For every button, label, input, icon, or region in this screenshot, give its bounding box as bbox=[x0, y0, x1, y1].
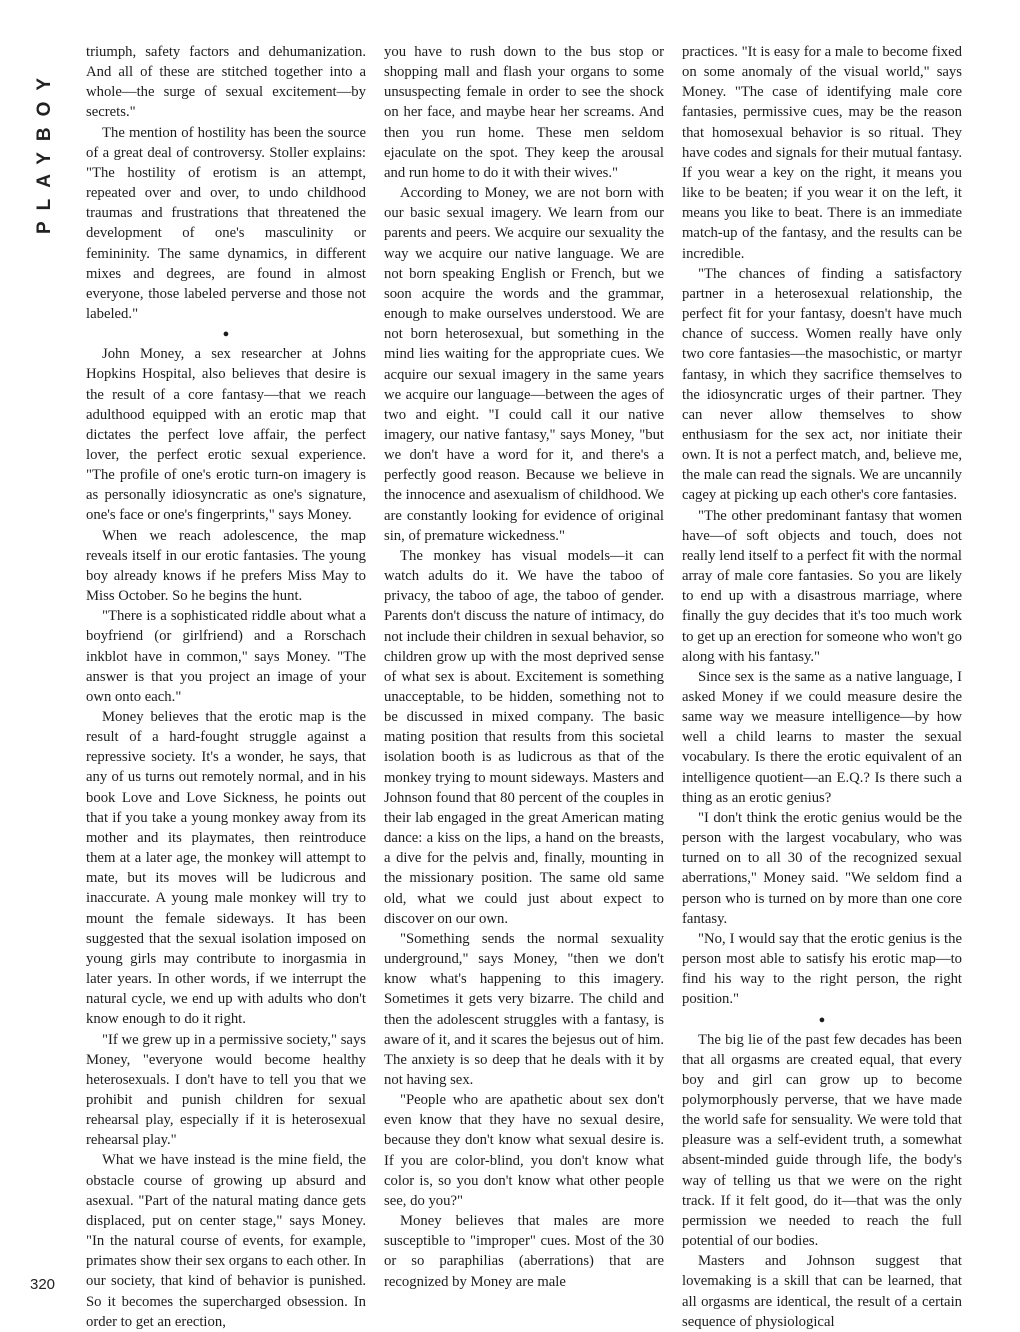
magazine-sidebar-logo bbox=[34, 44, 60, 234]
article-paragraph: According to Money, we are not born with our basic sexual imagery. We learn from our parents and peers. We acquire our sexuality the way we acquire our native language. We are not born speaking English or French, but we soon acquire the words and the grammar, enough to make ourselves understood. We are not born heterosexual, but something in the mind lies waiting for the appropriate cues. We acquire our sexual imagery in the same years we acquire our language—between the ages of two and eight. "I could call it our native imagery, our native fantasy," says Money, "but we don't have a word for it, and there's a perfectly good reason. Because we believe in the innocence and asexualism of childhood. We are constantly looking for evidence of original sin, of premature wickedness." bbox=[384, 185, 664, 544]
article-paragraph: "No, I would say that the erotic genius is the person most able to satisfy his erotic map—to find his way to the right person, the right position." bbox=[682, 930, 962, 1008]
article-paragraph: Since sex is the same as a native language, I asked Money if we could measure desire the same way we measure intelligence—by how well a child learns to master the sexual vocabulary. Is there the erotic equivalent of an intelligence quotient—an E.Q.? Is there such a thing as an erotic genius? bbox=[682, 668, 962, 806]
magazine-name: PLAYBOY bbox=[34, 66, 55, 234]
article-paragraph: The monkey has visual models—it can watch adults do it. We have the taboo of privacy, the taboo of age, the taboo of gender. Parents don't discuss the nature of intimacy, do not include their children in sexual behavior, so children grow up with the most deprived sense of what sex is about. Excitement is something unacceptable, to be hidden, something not to be discussed in mixed company. The basic mating position that results from this societal isolation booth is as ludicrous as that of the monkey trying to mount sideways. Masters and Johnson found that 80 percent of the couples in their lab engaged in the great American mating dance: a kiss on the lips, a hand on the breasts, a dive for the pelvis and, finally, mounting in the missionary position. The same old same old, what we could just about expect to discover on our own. bbox=[384, 547, 664, 927]
article-column-2 bbox=[384, 42, 664, 1292]
article-column-3 bbox=[682, 42, 962, 1332]
article-paragraph: "Something sends the normal sexuality underground," says Money, "then we don't know what's happening to this imagery. Sometimes it gets very bizarre. The child and then the adolescent struggles with a fantasy, is aware of it, and it scares the bejesus out of him. The anxiety is so deep that he deals with it by not having sex. bbox=[384, 930, 664, 1088]
article-paragraph: Masters and Johnson suggest that lovemaking is a skill that can be learned, that all orgasms are identical, the result of a certain sequence of physiological bbox=[682, 1253, 962, 1330]
article-paragraph: What we have instead is the mine field, the obstacle course of growing up absurd and asexual. "Part of the natural mating dance gets displaced, put on center stage," says Money. "In the natural course of events, for example, primates show their sex organs to each other. In our society, that kind of behavior is punished. So it becomes the supercharged obsession. In order to get an erection, bbox=[86, 1152, 366, 1330]
article-paragraph: "There is a sophisticated riddle about what a boyfriend (or girlfriend) and a Rorschach inkblot have in common," says Money. "The answer is that you project an image of your own onto each." bbox=[86, 608, 366, 705]
article-paragraph: you have to rush down to the bus stop or shopping mall and flash your organs to some unsuspecting female in order to see the shock on her face, and maybe hear her screams. And then you run home. These men seldom ejaculate on the spot. They keep the arousal and run home to do it with their wives." bbox=[384, 44, 664, 181]
section-break-bullet: ● bbox=[222, 328, 230, 341]
page-number: 320 bbox=[30, 1276, 56, 1293]
article-paragraph: "The other predominant fantasy that women have—of soft objects and touch, does not really lend itself to a perfect fit with the normal array of male core fantasies. So you are likely to end up with a disastrous marriage, where finally the guy decides that it's too much work to get up an erection for someone who won't go along with his fantasy." bbox=[682, 507, 962, 665]
article-paragraph: The big lie of the past few decades has been that all orgasms are created equal, that every boy and girl can grow up to become polymorphously perverse, that we have made the world safe for sensuality. We were told that pleasure was a self-evident truth, a somewhat absent-minded guide through life, the body's way of telling us that we were on the right track. If it felt good, do it—that was the only permission we needed to reach the full potential of our bodies. bbox=[682, 1031, 962, 1250]
article-paragraph: The mention of hostility has been the source of a great deal of controversy. Stoller explains: "The hostility of erotism is an attempt, repeated over and over, to undo childhood traumas and frustrations that threatened the development of one's masculinity or femininity. The same dynamics, in different mixes and degrees, are found in almost everyone, those labeled perverse and those not labeled." bbox=[86, 124, 366, 323]
article-paragraph: When we reach adolescence, the map reveals itself in our erotic fantasies. The young boy already knows if he prefers Miss May to Miss October. So he begins the hunt. bbox=[86, 527, 366, 605]
article-paragraph: "I don't think the erotic genius would be the person with the largest vocabulary, who was turned on to all 30 of the recognized sexual aberrations," Money said. "We seldom find a person who is turned on by more than one core fantasy. bbox=[682, 809, 962, 927]
article-paragraph: John Money, a sex researcher at Johns Hopkins Hospital, also believes that desire is the result of a core fantasy—that we reach adulthood equipped with an erotic map that dictates the perfect love affair, the perfect lover, the perfect erotic sexual experience. "The profile of one's erotic turn-on imagery is as personally idiosyncratic as one's signature, one's face or one's fingerprints," says Money. bbox=[86, 346, 366, 524]
article-paragraph: practices. "It is easy for a male to become fixed on some anomaly of the visual world," says Money. "The case of identifying male core fantasies, permissive cues, may be the reason that homosexual behavior is so ritual. They have codes and signals for their mutual fantasy. If you wear a key on the right, it means you like to be beaten; if you wear it on the left, it means you like to beat. There is an immediate match-up of the fantasy, and the results can be incredible. bbox=[682, 44, 962, 262]
article-paragraph: "The chances of finding a satisfactory partner in a heterosexual relationship, the perfect fit for your fantasy, doesn't have much chance of success. Women really have only two core fantasies—the masochistic, or martyr fantasy, in which they sacrifice themselves to the idiosyncratic urges of their partner. They can never allow themselves to show enthusiasm for the sex act, nor initiate their own. It is not a perfect match, and, believe me, the male can read the signals. We are uncannily cagey at picking up each other's core fantasies. bbox=[682, 265, 962, 504]
article-paragraph: "If we grew up in a permissive society," says Money, "everyone would become healthy heterosexuals. I don't have to tell you that we prohibit and punish children for sexual rehearsal play, especially if it is heterosexual rehearsal play." bbox=[86, 1031, 366, 1149]
article-paragraph: "People who are apathetic about sex don't even know that they have no sexual desire, because they don't know what sexual desire is. If you are color-blind, you don't know what color is, so you don't know what other people see, do you?" bbox=[384, 1092, 664, 1209]
article-column-1 bbox=[86, 42, 366, 1332]
article-paragraph: Money believes that males are more susceptible to "improper" cues. Most of the 30 or so paraphilias (aberrations) that are recognized by Money are male bbox=[384, 1213, 664, 1290]
article-paragraph: triumph, safety factors and dehumanization. And all of these are stitched together into a whole—the surge of sexual excitement—by secrets." bbox=[86, 44, 366, 121]
section-break-bullet: ● bbox=[818, 1013, 826, 1026]
article-paragraph: Money believes that the erotic map is the result of a hard-fought struggle against a repressive society. It's a wonder, he says, that any of us turns out remotely normal, and in his book Love and Love Sickness, he points out that if you take a young monkey away from its mother and its playmates, then reintroduce them at a later age, the monkey will attempt to mate, but its moves will be ludicrous and inaccurate. A young male monkey will try to mount the female sideways. It has been suggested that the sexual isolation imposed on young girls may contribute to inorgasmia in later years. In other words, if we interrupt the natural cycle, we end up with adults who don't know enough to do it right. bbox=[86, 709, 366, 1028]
